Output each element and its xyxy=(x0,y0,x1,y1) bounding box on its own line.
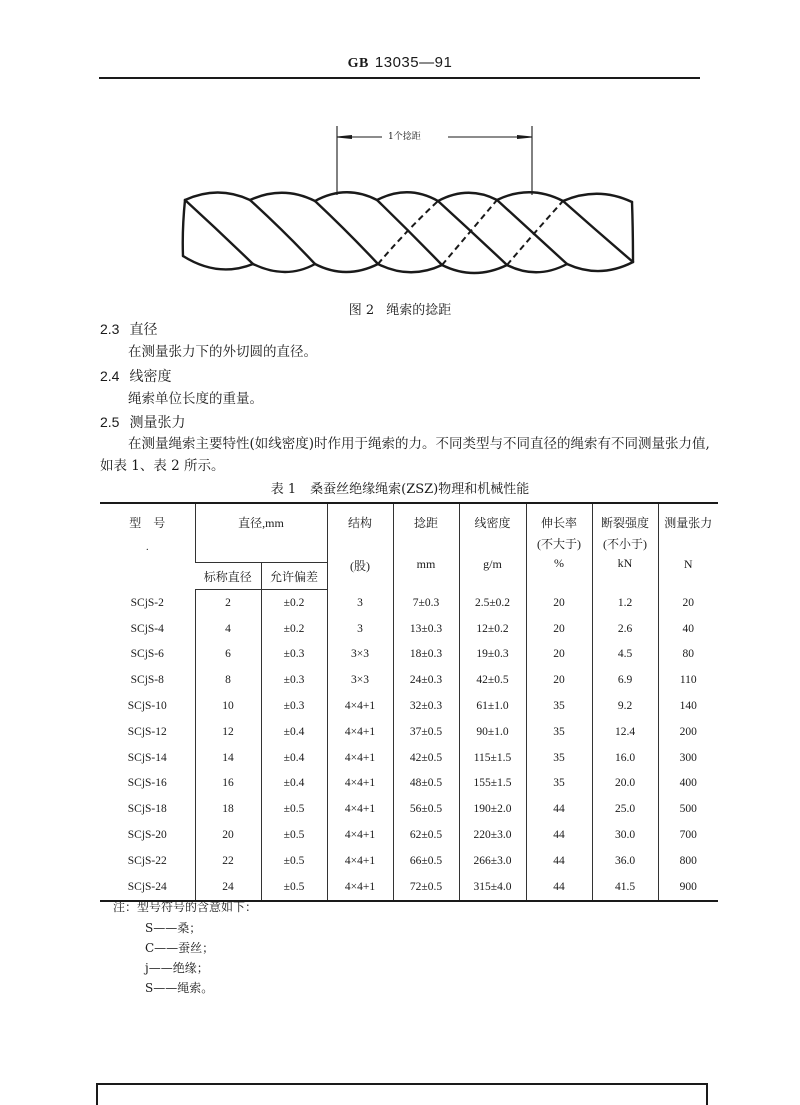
cell-lay: 72±0.5 xyxy=(393,874,459,901)
cell-tension: 800 xyxy=(658,848,718,874)
cell-lay: 7±0.3 xyxy=(393,590,459,616)
lay-length-dimension-label: 1个捻距 xyxy=(384,129,425,142)
cell-tol: ±0.5 xyxy=(261,874,327,901)
cell-structure: 3 xyxy=(327,590,393,616)
cell-tension: 20 xyxy=(658,590,718,616)
cell-type: SCjS-20 xyxy=(127,829,167,842)
figure-title: 绳索的捻距 xyxy=(386,303,452,318)
col-header-elongation: 伸长率 (不大于) % xyxy=(526,503,592,590)
col-header-diameter: 直径,mm xyxy=(195,503,327,563)
cell-lay: 32±0.3 xyxy=(393,693,459,719)
cell-elong: 20 xyxy=(526,616,592,642)
note-heading: 注：型号符号的含意如下： xyxy=(113,900,258,914)
cell-elong: 44 xyxy=(526,822,592,848)
col-header-breaking-strength: 断裂强度 (不小于) kN xyxy=(592,503,658,590)
cell-strength: 6.9 xyxy=(592,667,658,693)
cell-tol: ±0.5 xyxy=(261,796,327,822)
cell-nominal: 22 xyxy=(195,848,261,874)
cell-structure: 4×4+1 xyxy=(327,719,393,745)
cell-density: 155±1.5 xyxy=(459,771,526,797)
cell-structure: 4×4+1 xyxy=(327,745,393,771)
cell-type: SCjS-24 xyxy=(100,874,195,901)
cell-structure: 4×4+1 xyxy=(327,693,393,719)
cell-type: SCjS-14 xyxy=(127,751,167,764)
table-row xyxy=(100,642,718,668)
rope-lay-figure xyxy=(170,110,650,310)
cell-nominal: 10 xyxy=(195,693,261,719)
cell-tol: ±0.5 xyxy=(261,848,327,874)
cell-strength: 16.0 xyxy=(592,745,658,771)
cell-nominal: 8 xyxy=(195,667,261,693)
properties-table xyxy=(100,502,718,902)
cell-structure: 3×3 xyxy=(327,642,393,668)
cell-structure: 3 xyxy=(327,616,393,642)
cell-nominal: 20 xyxy=(195,822,261,848)
cell-nominal: 4 xyxy=(195,616,261,642)
note-item: S——桑； xyxy=(145,921,202,935)
cell-density: 2.5±0.2 xyxy=(459,590,526,616)
cell-tension: 700 xyxy=(658,822,718,848)
cell-lay: 13±0.3 xyxy=(393,616,459,642)
cell-density: 90±1.0 xyxy=(459,719,526,745)
cell-density: 61±1.0 xyxy=(459,693,526,719)
col-header-type: 型 号 · xyxy=(100,503,195,590)
cell-nominal: 6 xyxy=(195,642,261,668)
cell-tension: 400 xyxy=(658,771,718,797)
cell-elong: 20 xyxy=(526,667,592,693)
cell-nominal: 16 xyxy=(195,771,261,797)
cell-elong: 35 xyxy=(526,745,592,771)
table-caption: 桑蚕丝绝缘绳索(ZSZ)物理和机械性能 xyxy=(310,482,530,497)
cell-tension: 110 xyxy=(658,667,718,693)
cell-density: 115±1.5 xyxy=(459,745,526,771)
cell-structure: 3×3 xyxy=(327,667,393,693)
cell-elong: 35 xyxy=(526,771,592,797)
cell-tension: 40 xyxy=(658,616,718,642)
figure-caption xyxy=(0,299,800,318)
cell-tol: ±0.2 xyxy=(261,616,327,642)
table-row xyxy=(100,667,718,693)
cell-strength: 36.0 xyxy=(592,848,658,874)
table-row xyxy=(100,771,718,797)
cell-lay: 42±0.5 xyxy=(393,745,459,771)
figure-number: 图 2 xyxy=(348,303,375,318)
cell-strength: 4.5 xyxy=(592,642,658,668)
cell-tension: 140 xyxy=(658,693,718,719)
cell-elong: 44 xyxy=(526,848,592,874)
cell-density: 315±4.0 xyxy=(459,874,526,901)
note-item: S——绳索。 xyxy=(145,981,214,995)
cell-lay: 66±0.5 xyxy=(393,848,459,874)
col-header-nominal-diameter: 标称直径 xyxy=(195,563,261,590)
section-2-3-heading: 2.3 直径 xyxy=(100,321,158,338)
cell-strength: 1.2 xyxy=(592,590,658,616)
note-item: j——绝缘； xyxy=(145,961,209,975)
cell-nominal: 18 xyxy=(195,796,261,822)
table-row xyxy=(100,848,718,874)
section-2-4-heading: 2.4 线密度 xyxy=(100,368,172,385)
cell-tol: ±0.2 xyxy=(261,590,327,616)
cell-elong: 20 xyxy=(526,642,592,668)
cell-lay: 24±0.3 xyxy=(393,667,459,693)
cell-type: SCjS-2 xyxy=(130,596,164,609)
cell-tol: ±0.3 xyxy=(261,693,327,719)
cell-density: 190±2.0 xyxy=(459,796,526,822)
cell-structure: 4×4+1 xyxy=(327,771,393,797)
cell-type: SCjS-18 xyxy=(127,803,167,816)
cell-elong: 44 xyxy=(526,796,592,822)
section-2-3-body: 在测量张力下的外切圆的直径。 xyxy=(128,344,317,360)
table-row xyxy=(100,616,718,642)
cell-tension: 500 xyxy=(658,796,718,822)
table-row xyxy=(100,719,718,745)
cell-elong: 35 xyxy=(526,719,592,745)
table-body xyxy=(100,590,718,901)
cell-structure: 4×4+1 xyxy=(327,874,393,901)
cell-nominal: 2 xyxy=(195,590,261,616)
table-row xyxy=(100,693,718,719)
col-header-lay-length: 捻距 mm xyxy=(393,503,459,590)
standard-number: 13035—91 xyxy=(374,54,453,71)
cell-lay: 37±0.5 xyxy=(393,719,459,745)
cell-strength: 25.0 xyxy=(592,796,658,822)
cell-structure: 4×4+1 xyxy=(327,822,393,848)
cell-density: 220±3.0 xyxy=(459,822,526,848)
cell-tol: ±0.4 xyxy=(261,771,327,797)
cell-strength: 41.5 xyxy=(592,874,658,901)
cell-strength: 9.2 xyxy=(592,693,658,719)
cell-nominal: 24 xyxy=(195,874,261,901)
section-2-5-heading: 2.5 测量张力 xyxy=(100,414,186,431)
cell-tension: 900 xyxy=(658,874,718,901)
cell-tol: ±0.4 xyxy=(261,745,327,771)
section-2-4-body: 绳索单位长度的重量。 xyxy=(128,391,263,407)
cell-type: SCjS-6 xyxy=(130,648,164,661)
col-header-tolerance: 允许偏差 xyxy=(261,563,327,590)
cell-lay: 56±0.5 xyxy=(393,796,459,822)
table-row xyxy=(100,874,718,901)
cell-lay: 62±0.5 xyxy=(393,822,459,848)
table-row xyxy=(100,745,718,771)
cell-tension: 80 xyxy=(658,642,718,668)
cell-type: SCjS-16 xyxy=(127,777,167,790)
table-number: 表 1 xyxy=(270,482,297,497)
cell-elong: 35 xyxy=(526,693,592,719)
cell-type: SCjS-8 xyxy=(130,674,164,687)
cell-lay: 48±0.5 xyxy=(393,771,459,797)
col-header-measuring-tension: 测量张力 N xyxy=(658,503,718,590)
table-row xyxy=(100,822,718,848)
cell-structure: 4×4+1 xyxy=(327,848,393,874)
cell-type: SCjS-4 xyxy=(130,622,164,635)
header-rule xyxy=(99,77,700,79)
cell-type: SCjS-10 xyxy=(127,700,167,713)
cell-density: 266±3.0 xyxy=(459,848,526,874)
cell-structure: 4×4+1 xyxy=(327,796,393,822)
cell-nominal: 14 xyxy=(195,745,261,771)
table-title xyxy=(0,478,800,497)
cell-density: 19±0.3 xyxy=(459,642,526,668)
footer-box xyxy=(96,1083,708,1105)
standard-header xyxy=(0,54,800,72)
cell-type: SCjS-22 xyxy=(127,854,167,867)
standard-prefix: GB xyxy=(347,56,369,71)
cell-strength: 12.4 xyxy=(592,719,658,745)
note-item: C——蚕丝； xyxy=(145,941,215,955)
cell-density: 42±0.5 xyxy=(459,667,526,693)
cell-tension: 200 xyxy=(658,719,718,745)
col-header-linear-density: 线密度 g/m xyxy=(459,503,526,590)
table-row xyxy=(100,796,718,822)
cell-elong: 20 xyxy=(526,590,592,616)
cell-tol: ±0.4 xyxy=(261,719,327,745)
cell-nominal: 12 xyxy=(195,719,261,745)
cell-tol: ±0.3 xyxy=(261,642,327,668)
col-header-structure: 结构 (股) xyxy=(327,503,393,590)
cell-tol: ±0.5 xyxy=(261,822,327,848)
table-row xyxy=(100,590,718,616)
cell-strength: 2.6 xyxy=(592,616,658,642)
section-2-5-body: 在测量绳索主要特性(如线密度)时作用于绳索的力。不同类型与不同直径的绳索有不同测量张力值,如表 1、表 2 所示。 xyxy=(100,436,710,474)
cell-strength: 20.0 xyxy=(592,771,658,797)
cell-density: 12±0.2 xyxy=(459,616,526,642)
cell-lay: 18±0.3 xyxy=(393,642,459,668)
cell-elong: 44 xyxy=(526,874,592,901)
cell-strength: 30.0 xyxy=(592,822,658,848)
cell-tol: ±0.3 xyxy=(261,667,327,693)
cell-tension: 300 xyxy=(658,745,718,771)
cell-type: SCjS-12 xyxy=(127,725,167,738)
